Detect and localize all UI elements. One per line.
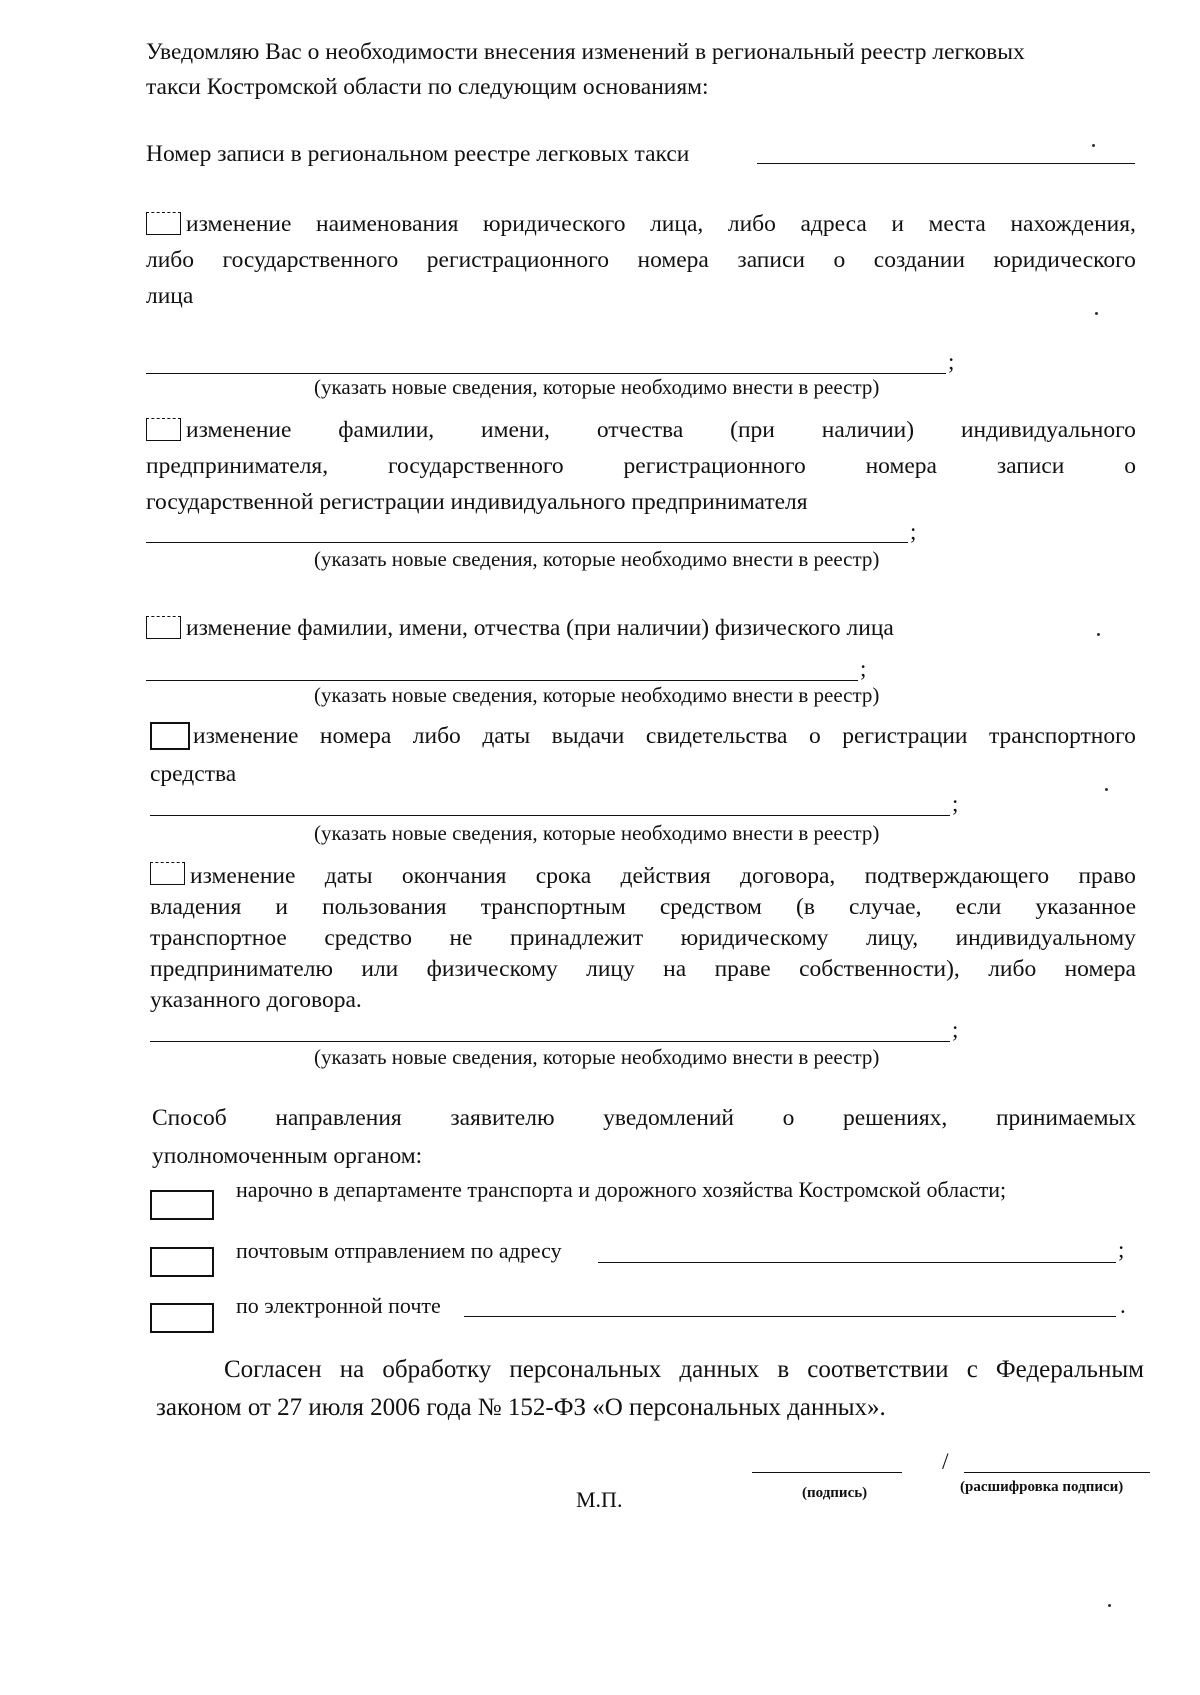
entrepreneur-new-info-field[interactable]: [146, 542, 908, 543]
signature-separator: /: [942, 1449, 949, 1475]
checkbox-delivery-email[interactable]: [150, 1303, 214, 1333]
section-1-line-2: либо государственного регистрационного номера записи о создании юридического: [146, 247, 1136, 273]
section-4-line-2: средства: [150, 761, 237, 787]
delivery-option-post: почтовым отправлением по адресу: [236, 1238, 562, 1263]
consent-line-1: Согласен на обработку персональных данных в соответствии с Федеральным: [224, 1356, 1144, 1383]
record-number-label: Номер записи в региональном реестре легковых такси: [146, 141, 690, 167]
person-new-info-field[interactable]: [146, 680, 858, 681]
section-2-line-1: изменение фамилии, имени, отчества (при наличии) индивидуального: [186, 417, 1136, 443]
section-5-line-4: предпринимателю или физическому лицу на праве собственности), либо номера: [150, 956, 1136, 982]
section-2-semicolon: ;: [910, 519, 917, 544]
postal-address-field[interactable]: [598, 1262, 1116, 1263]
section-5-line-2: владения и пользования транспортным средством (в случае, если указанное: [150, 894, 1136, 920]
scan-speck: [1095, 312, 1098, 315]
checkbox-delivery-in-person[interactable]: [150, 1190, 214, 1220]
delivery-option-email: по электронной почте: [236, 1293, 441, 1318]
checkbox-person-name-change[interactable]: [146, 616, 181, 639]
checkbox-entrepreneur-change[interactable]: [146, 418, 181, 441]
section-4-line-1: изменение номера либо даты выдачи свидетельства о регистрации транспортного: [193, 723, 1136, 749]
section-5-hint: (указать новые сведения, которые необходимо внести в реестр): [314, 1045, 880, 1069]
section-4-semicolon: ;: [952, 791, 959, 816]
delivery-option-in-person: нарочно в департаменте транспорта и дорожного хозяйства Костромской области;: [236, 1177, 1007, 1202]
intro-line-1: Уведомляю Вас о необходимости внесения изменений в региональный реестр легковых: [146, 39, 1025, 65]
delivery-line-2: уполномоченным органом:: [152, 1143, 423, 1169]
contract-new-info-field[interactable]: [150, 1041, 950, 1042]
intro-line-2: такси Костромской области по следующим основаниям:: [146, 74, 709, 100]
section-1-line-3: лица: [146, 283, 194, 309]
delivery-post-semicolon: ;: [1118, 1237, 1125, 1262]
section-2-line-3: государственной регистрации индивидуального предпринимателя: [146, 489, 808, 515]
stamp-placeholder: М.П.: [576, 1487, 623, 1512]
checkbox-legal-entity-change[interactable]: [146, 212, 181, 235]
delivery-line-1: Способ направления заявителю уведомлений о решениях, принимаемых: [152, 1105, 1136, 1131]
signature-field[interactable]: [752, 1472, 902, 1473]
scan-speck: [1092, 144, 1095, 147]
legal-entity-new-info-field[interactable]: [146, 373, 946, 374]
section-4-hint: (указать новые сведения, которые необходимо внести в реестр): [314, 821, 880, 845]
delivery-email-period: .: [1120, 1293, 1126, 1318]
section-2-line-2: предпринимателя, государственного регистрационного номера записи о: [146, 453, 1136, 479]
section-1-line-1: изменение наименования юридического лица, либо адреса и места нахождения,: [186, 211, 1136, 237]
section-5-semicolon: ;: [952, 1017, 959, 1042]
section-1-semicolon: ;: [948, 349, 955, 374]
scan-speck: [1105, 788, 1108, 791]
section-5-line-5: указанного договора.: [150, 987, 362, 1013]
section-5-line-3: транспортное средство не принадлежит юридическому лицу, индивидуальному: [150, 925, 1136, 951]
consent-line-2: законом от 27 июля 2006 года № 152-ФЗ «О персональных данных».: [156, 1394, 886, 1421]
checkbox-delivery-post[interactable]: [150, 1247, 214, 1277]
section-3-hint: (указать новые сведения, которые необходимо внести в реестр): [314, 683, 880, 707]
signature-caption: (подпись): [802, 1485, 868, 1501]
record-number-field[interactable]: [757, 163, 1135, 164]
section-3-line-1: изменение фамилии, имени, отчества (при наличии) физического лица: [186, 615, 894, 641]
section-5-line-1: изменение даты окончания срока действия договора, подтверждающего право: [190, 863, 1136, 889]
scan-speck: [1108, 1604, 1111, 1607]
section-1-hint: (указать новые сведения, которые необходимо внести в реестр): [314, 375, 880, 399]
section-2-hint: (указать новые сведения, которые необходимо внести в реестр): [314, 547, 880, 571]
checkbox-contract-change[interactable]: [150, 862, 185, 885]
section-3-semicolon: ;: [860, 656, 867, 681]
vehicle-certificate-new-info-field[interactable]: [150, 815, 950, 816]
signature-decoding-caption: (расшифровка подписи): [960, 1479, 1124, 1495]
signature-decoding-field[interactable]: [964, 1472, 1150, 1473]
email-address-field[interactable]: [464, 1316, 1116, 1317]
scan-speck: [1097, 633, 1100, 636]
checkbox-vehicle-certificate-change[interactable]: [150, 722, 190, 750]
